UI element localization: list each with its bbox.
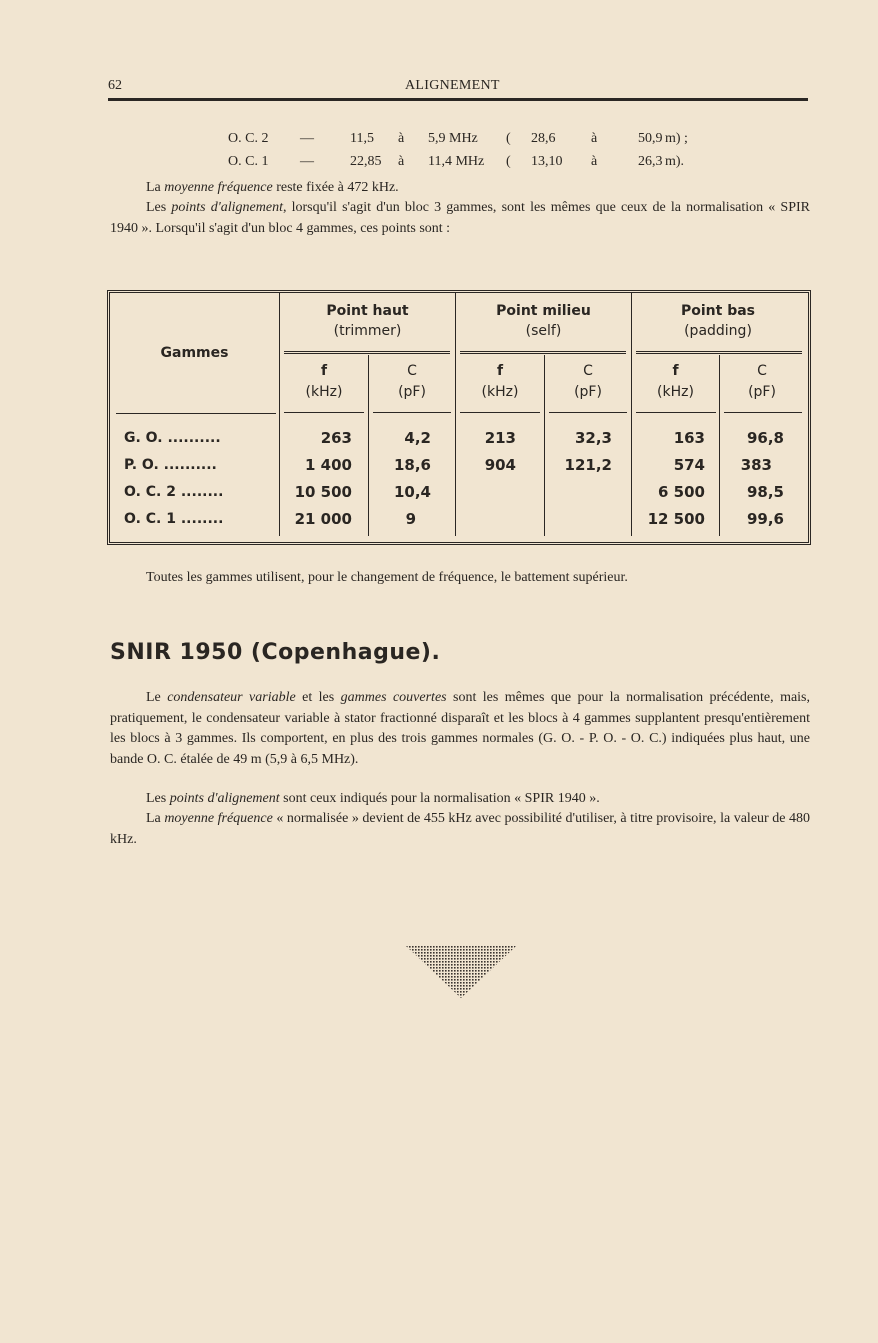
range-from: 11,5 (350, 131, 374, 146)
range-a2: à (591, 154, 598, 169)
cell-bas-c: 98,5 (746, 483, 784, 501)
row-name: O. C. 1 ........ (124, 511, 224, 527)
cell-haut-f: 21 000 (294, 510, 352, 528)
text: , lorsqu'il s'agit d'un bloc 3 gammes, sont les mêmes que ceux de la normalisation « SPIR 1940 ». Lorsqu'il s'agit d'un bloc 4 gammes, ces points sont : (110, 200, 811, 236)
range-a: à (398, 154, 405, 169)
header-gammes: Gammes (160, 345, 229, 361)
frequency-ranges (222, 131, 692, 177)
emphasis: moyenne fréquence (164, 811, 273, 826)
emphasis: condensateur variable (167, 690, 296, 705)
cell-bas-f: 12 500 (647, 510, 705, 528)
section-title: SNIR 1950 (Copenhague). (110, 640, 441, 665)
paragraph-condensateur (110, 688, 810, 770)
subheader-c: C (583, 363, 593, 379)
text: sont ceux indiqués pour la normalisation « SPIR 1940 ». (279, 791, 600, 806)
paragraph-points-spir (110, 789, 810, 810)
subheader-khz: (kHz) (305, 384, 343, 400)
cell-bas-c: 383 (740, 456, 772, 474)
range-paren: ( (506, 154, 511, 169)
header-rule (108, 98, 808, 101)
header-trimmer: (trimmer) (333, 323, 402, 339)
cell-haut-f: 10 500 (294, 483, 352, 501)
paragraph-points-alignement (110, 198, 810, 239)
header-padding: (padding) (684, 323, 752, 339)
text: Les (146, 200, 172, 215)
text: La (146, 180, 165, 195)
header-point-haut: Point haut (326, 303, 409, 319)
paragraph-455khz (110, 809, 810, 850)
body-rule (373, 412, 451, 413)
subheader-khz: (kHz) (657, 384, 694, 400)
text: sont les mêmes que pour la normalisation précédente, mais, pratiquement, le condensateur variable à stator fractionné disparaît et les blocs à 4 gammes supplantent presqu'entièrement les blocs à 3 gammes. Ils comportent, en plus des trois gammes normales (G. O. - P. O. - O. C.) indiquées plus haut, une bande O. C. étalée de 49 m (5,9 à 6,5 MHz). (110, 690, 811, 767)
cell-haut-c: 4,2 (404, 429, 431, 447)
cell-bas-f: 574 (673, 456, 705, 474)
header-rule (460, 351, 626, 354)
header-rule (284, 351, 450, 354)
subheader-f: f (496, 363, 504, 379)
cell-bas-f: 163 (673, 429, 705, 447)
body-rule (549, 412, 627, 413)
subheader-pf: (pF) (574, 384, 602, 400)
subheader-pf: (pF) (748, 384, 776, 400)
cell-milieu-c: 32,3 (574, 429, 612, 447)
text: La (146, 811, 165, 826)
row-name: O. C. 2 ........ (124, 484, 224, 500)
cell-haut-f: 1 400 (305, 456, 352, 474)
cell-milieu-c: 121,2 (564, 456, 612, 474)
text: Les (146, 791, 170, 806)
range-from: 22,85 (350, 154, 382, 169)
subheader-khz: (kHz) (481, 384, 519, 400)
range-name: O. C. 2 (228, 131, 269, 146)
row-name: P. O. .......... (124, 457, 217, 473)
emphasis: gammes couvertes (340, 690, 447, 705)
range-name: O. C. 1 (228, 154, 269, 169)
paragraph-moyenne-frequence (110, 178, 810, 199)
emphasis: points d'alignement (171, 200, 283, 215)
subheader-f: f (320, 363, 328, 379)
cell-haut-c: 18,6 (393, 456, 431, 474)
text: et les (295, 690, 341, 705)
range-a2: à (591, 131, 598, 146)
header-point-bas: Point bas (680, 303, 755, 319)
header-point-milieu: Point milieu (496, 303, 591, 319)
body-rule (116, 413, 276, 414)
cell-bas-c: 99,6 (746, 510, 784, 528)
subheader-f: f (672, 363, 679, 379)
range-to-m: 26,3 (638, 154, 663, 169)
body-rule (636, 412, 716, 413)
dotted-triangle-ornament (406, 946, 516, 998)
emphasis: moyenne fréquence (164, 180, 273, 195)
header-rule (636, 351, 802, 354)
range-to: 11,4 MHz (428, 154, 485, 169)
body-rule (724, 412, 802, 413)
header-self: (self) (525, 323, 562, 339)
running-title: ALIGNEMENT (405, 78, 500, 93)
alignment-table (107, 290, 811, 545)
page-number: 62 (108, 78, 122, 93)
cell-haut-c: 10,4 (393, 483, 431, 501)
text: « normalisée » devient de 455 kHz avec possibilité d'utiliser, à titre provisoire, la valeur de 480 kHz. (110, 811, 810, 847)
range-dash: — (300, 154, 314, 169)
cell-bas-c: 96,8 (746, 429, 784, 447)
range-end: m). (665, 154, 685, 169)
range-to-m: 50,9 (638, 131, 663, 146)
range-from-m: 13,10 (531, 154, 563, 169)
range-paren: ( (506, 131, 511, 146)
subheader-c: C (757, 363, 767, 379)
range-to: 5,9 MHz (428, 131, 478, 146)
text: Le (146, 690, 168, 705)
cell-bas-f: 6 500 (658, 483, 705, 501)
paragraph-battement: Toutes les gammes utilisent, pour le changement de fréquence, le battement supérieur. (146, 570, 628, 585)
cell-haut-f: 263 (320, 429, 352, 447)
body-rule (460, 412, 540, 413)
body-rule (284, 412, 364, 413)
text: reste fixée à 472 kHz. (272, 180, 399, 195)
emphasis: points d'alignement (169, 791, 280, 806)
subheader-pf: (pF) (398, 384, 426, 400)
row-name: G. O. .......... (124, 430, 221, 446)
subheader-c: C (407, 363, 417, 379)
cell-milieu-f: 213 (484, 429, 516, 447)
range-dash: — (300, 131, 314, 146)
page-header (108, 76, 808, 100)
range-a: à (398, 131, 405, 146)
cell-haut-c: 9 (405, 510, 416, 528)
range-row (222, 131, 692, 154)
range-row (222, 154, 692, 177)
range-end: m) ; (665, 131, 688, 146)
cell-milieu-f: 904 (484, 456, 516, 474)
range-from-m: 28,6 (531, 131, 556, 146)
